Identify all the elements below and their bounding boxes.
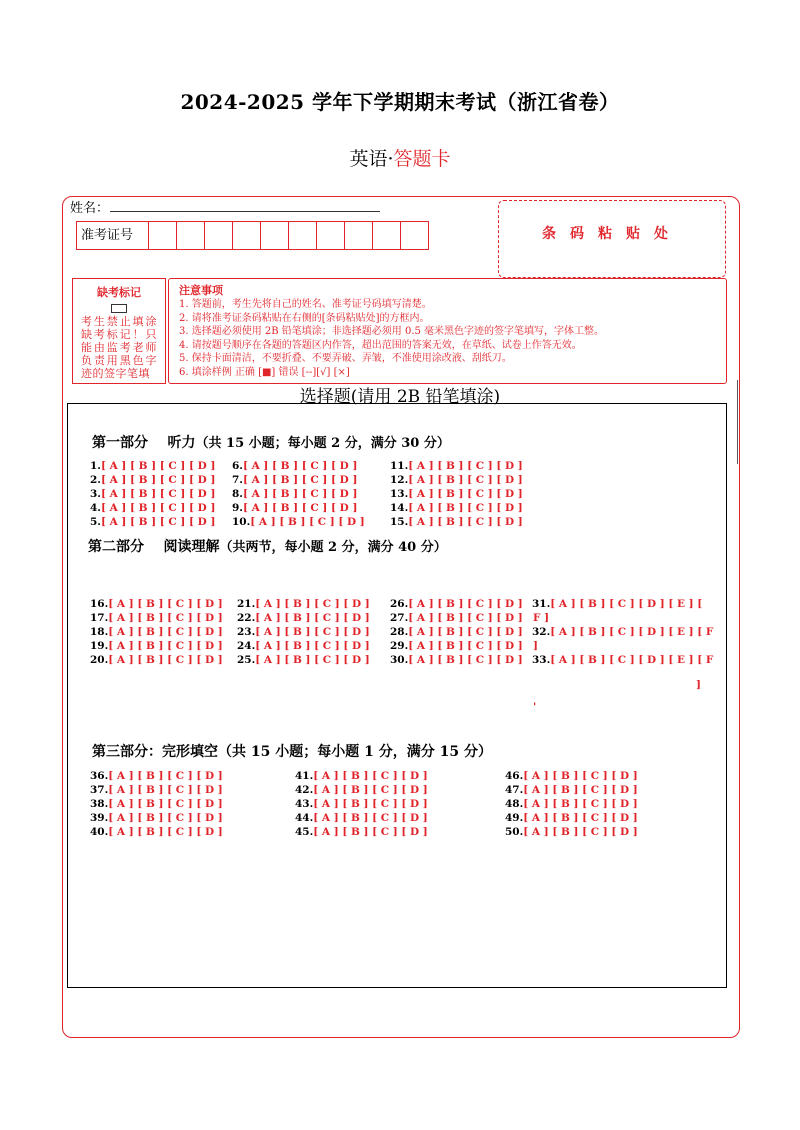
- note-line: 4. 请按题号顺序在各题的答题区内作答，超出范围的答案无效，在草纸、试卷上作答无效。: [179, 339, 582, 351]
- question-number: 3.: [90, 488, 101, 500]
- answer-options[interactable]: [ A ] [ B ] [ C ] [ D ]: [523, 798, 638, 810]
- answer-options[interactable]: [ A ] [ B ] [ C ] [ D ]: [255, 612, 370, 624]
- answer-options[interactable]: [ A ] [ B ] [ C ] [ D ]: [108, 784, 223, 796]
- question-number: 32.: [532, 626, 551, 638]
- question-number: 33.: [532, 654, 551, 666]
- question-number: 13.: [390, 488, 409, 500]
- question-number: 40.: [90, 826, 109, 838]
- answer-options[interactable]: [ A ] [ B ] [ C ] [ D ]: [108, 654, 223, 666]
- answer-options[interactable]: [ A ] [ B ] [ C ] [ D ]: [100, 488, 216, 500]
- note-line: 5. 保持卡面清洁，不要折叠、不要弄破、弄皱，不准使用涂改液、刮纸刀。: [179, 353, 512, 364]
- answer-options[interactable]: [ A ] [ B ] [ C ] [ D ]: [255, 654, 370, 666]
- exam-id-cell[interactable]: [205, 222, 233, 249]
- question-number: 29.: [390, 640, 409, 652]
- answer-row[interactable]: [90, 825, 223, 839]
- question-number: 12.: [390, 474, 409, 486]
- question-number: 30.: [390, 654, 409, 666]
- answer-row[interactable]: [237, 597, 370, 611]
- exam-id-cell[interactable]: [317, 222, 345, 249]
- answer-row[interactable]: [390, 625, 523, 639]
- name-field[interactable]: [110, 211, 380, 212]
- answer-row[interactable]: [390, 515, 523, 529]
- note-line: 3. 选择题必须使用 2B 铅笔填涂；非选择题必须用 0.5 毫米黑色字迹的签字笔填写，字体工整。: [179, 326, 605, 337]
- exam-id-cell[interactable]: [373, 222, 401, 249]
- question-number: 8.: [232, 488, 243, 500]
- part1-label: 第一部分: [92, 435, 148, 451]
- answer-options[interactable]: [ A ] [ B ] [ C ] [ D ]: [523, 770, 638, 782]
- answer-row[interactable]: [295, 825, 428, 839]
- question-number: 2.: [90, 474, 101, 486]
- answer-options[interactable]: [ A ] [ B ] [ C ] [ D ]: [100, 516, 216, 528]
- answer-options[interactable]: [ A ] [ B ] [ C ] [ D ]: [408, 516, 523, 528]
- part3-heading: 第三部分：完形填空（共 15 小题；每小题 1 分，满分 15 分）: [92, 744, 492, 760]
- answer-options[interactable]: [ A ] [ B ] [ C ] [ D ]: [242, 474, 358, 486]
- answer-row[interactable]: [390, 487, 523, 501]
- answer-row[interactable]: [295, 811, 428, 825]
- answer-options[interactable]: [ A ] [ B ] [ C ] [ D ]: [408, 612, 523, 624]
- subject-dot: ·: [387, 148, 394, 170]
- exam-id-cell[interactable]: [233, 222, 261, 249]
- answer-options[interactable]: [ A ] [ B ] [ C ] [ D ]: [100, 474, 216, 486]
- answer-options[interactable]: ]: [533, 640, 538, 652]
- answer-row[interactable]: [390, 473, 523, 487]
- note-line: 2. 请将准考证条码粘贴在右侧的[条码粘贴处]的方框内。: [179, 312, 430, 324]
- answer-row[interactable]: [90, 459, 215, 473]
- answer-options[interactable]: [ A ] [ B ] [ C ] [ D ]: [100, 460, 216, 472]
- question-number: 7.: [232, 474, 243, 486]
- answer-options[interactable]: [ A ] [ B ] [ C ] [ D ] [ E ] [ F: [550, 626, 714, 638]
- answer-row[interactable]: [532, 597, 713, 611]
- answer-row[interactable]: [390, 597, 523, 611]
- answer-row[interactable]: [90, 797, 223, 811]
- answer-options[interactable]: [ A ] [ B ] [ C ] [ D ]: [523, 812, 638, 824]
- question-number: 39.: [90, 812, 109, 824]
- question-number: 49.: [505, 812, 524, 824]
- question-number: 48.: [505, 798, 524, 810]
- answer-options[interactable]: [ A ] [ B ] [ C ] [ D ]: [523, 826, 638, 838]
- absent-mark-title: 缺考标记: [97, 286, 141, 299]
- answer-row[interactable]: [90, 639, 223, 653]
- answer-row[interactable]: [90, 611, 223, 625]
- answer-row[interactable]: [90, 783, 223, 797]
- question-number: 38.: [90, 798, 109, 810]
- question-number: 23.: [237, 626, 256, 638]
- answer-options[interactable]: [ A ] [ B ] [ C ] [ D ]: [108, 612, 223, 624]
- question-number: 11.: [390, 460, 409, 472]
- answer-row[interactable]: [295, 769, 428, 783]
- answer-row[interactable]: [237, 639, 370, 653]
- exam-id-cell[interactable]: [261, 222, 289, 249]
- answer-options[interactable]: [ A ] [ B ] [ C ] [ D ]: [313, 798, 428, 810]
- question-number: 27.: [390, 612, 409, 624]
- answer-options[interactable]: [ A ] [ B ] [ C ] [ D ]: [255, 626, 370, 638]
- answer-row[interactable]: [237, 625, 370, 639]
- question-number: 17.: [90, 612, 109, 624]
- part2-col-4: [532, 597, 713, 667]
- answer-options[interactable]: [ A ] [ B ] [ C ] [ D ]: [255, 640, 370, 652]
- answer-options[interactable]: [ A ] [ B ] [ C ] [ D ]: [242, 460, 358, 472]
- answer-options[interactable]: [ A ] [ B ] [ C ] [ D ]: [255, 598, 370, 610]
- stray-tick: ': [533, 701, 537, 713]
- answer-row[interactable]: [90, 515, 215, 529]
- question-number: 15.: [390, 516, 409, 528]
- question-number: 44.: [295, 812, 314, 824]
- question-number: 6.: [232, 460, 243, 472]
- part1-col-1: [90, 459, 215, 529]
- answer-row[interactable]: [232, 501, 365, 515]
- exam-id-label: 准考证号: [77, 222, 149, 249]
- stray-mark: [696, 678, 701, 692]
- answer-row[interactable]: [390, 459, 523, 473]
- answer-options[interactable]: [ A ] [ B ] [ C ] [ D ]: [108, 626, 223, 638]
- answer-row[interactable]: [295, 797, 428, 811]
- exam-id-grid: [76, 221, 429, 250]
- answer-row-wrap[interactable]: [532, 639, 713, 653]
- answer-row[interactable]: [390, 653, 523, 667]
- part2-col-3: [390, 597, 523, 667]
- answer-row[interactable]: [390, 501, 523, 515]
- barcode-label: 条码粘贴处: [542, 226, 682, 242]
- exam-id-cell[interactable]: [149, 222, 177, 249]
- answer-row[interactable]: [232, 487, 365, 501]
- answer-options[interactable]: [ A ] [ B ] [ C ] [ D ]: [408, 654, 523, 666]
- answer-options[interactable]: [ A ] [ B ] [ C ] [ D ]: [408, 626, 523, 638]
- question-number: 18.: [90, 626, 109, 638]
- barcode-area: [498, 200, 726, 278]
- part2-col-2: [237, 597, 370, 667]
- stray-mark: [533, 700, 536, 714]
- question-number: 19.: [90, 640, 109, 652]
- part1-desc: （共 15 小题；每小题 2 分，满分 30 分）: [195, 436, 450, 451]
- answer-options[interactable]: [ A ] [ B ] [ C ] [ D ]: [108, 598, 223, 610]
- answer-row[interactable]: [90, 811, 223, 825]
- absent-mark-text: 考生禁止填涂缺考标记！只能由监考老师负责用黑色字迹的签字笔填: [81, 315, 157, 380]
- answer-row[interactable]: [505, 769, 638, 783]
- question-number: 41.: [295, 770, 314, 782]
- answer-row[interactable]: [232, 459, 365, 473]
- question-number: 9.: [232, 502, 243, 514]
- answer-options[interactable]: [ A ] [ B ] [ C ] [ D ] [ E ] [ F: [550, 654, 714, 666]
- answer-options[interactable]: [ A ] [ B ] [ C ] [ D ]: [408, 598, 523, 610]
- subject-title: [0, 144, 800, 171]
- answer-row[interactable]: [532, 653, 713, 667]
- absent-mark-box: [72, 278, 166, 384]
- answer-options[interactable]: [ A ] [ B ] [ C ] [ D ]: [108, 812, 223, 824]
- answer-options[interactable]: [ A ] [ B ] [ C ] [ D ]: [108, 826, 223, 838]
- part2-col-1: [90, 597, 223, 667]
- question-number: 1.: [90, 460, 101, 472]
- question-number: 46.: [505, 770, 524, 782]
- question-number: 31.: [532, 598, 551, 610]
- subject-name: 英语: [349, 148, 388, 170]
- answer-row[interactable]: [505, 783, 638, 797]
- page-title: 2024-2025 学年下学期期末考试（浙江省卷）: [180, 90, 620, 114]
- answer-options[interactable]: [ A ] [ B ] [ C ] [ D ]: [313, 812, 428, 824]
- part3-col-1: [90, 769, 223, 839]
- answer-options[interactable]: [ A ] [ B ] [ C ] [ D ]: [108, 770, 223, 782]
- answer-row-wrap[interactable]: [532, 611, 713, 625]
- part1-col-3: [390, 459, 523, 529]
- question-number: 24.: [237, 640, 256, 652]
- answer-options[interactable]: [ A ] [ B ] [ C ] [ D ]: [100, 502, 216, 514]
- exam-id-cell[interactable]: [289, 222, 317, 249]
- answer-row[interactable]: [90, 625, 223, 639]
- answer-row[interactable]: [90, 473, 215, 487]
- question-number: 10.: [232, 516, 251, 528]
- answer-options[interactable]: [ A ] [ B ] [ C ] [ D ]: [408, 488, 523, 500]
- answer-options[interactable]: [ A ] [ B ] [ C ] [ D ]: [242, 502, 358, 514]
- exam-id-cell[interactable]: [345, 222, 373, 249]
- answer-row[interactable]: [237, 653, 370, 667]
- name-label: 姓名：: [70, 201, 110, 216]
- question-number: 26.: [390, 598, 409, 610]
- question-number: 25.: [237, 654, 256, 666]
- stray-bracket: ]: [696, 679, 701, 691]
- answer-row[interactable]: [505, 797, 638, 811]
- part1-col-2: [232, 459, 365, 529]
- question-number: 5.: [90, 516, 101, 528]
- notes-box: [168, 278, 727, 384]
- answer-options[interactable]: [ A ] [ B ] [ C ] [ D ]: [313, 826, 428, 838]
- section-title: 选择题(请用 2B 铅笔填涂): [299, 387, 501, 407]
- part1-name: 听力: [167, 435, 196, 451]
- question-number: 36.: [90, 770, 109, 782]
- answer-row[interactable]: [90, 769, 223, 783]
- answer-row[interactable]: [232, 515, 365, 529]
- part1-heading: [92, 432, 450, 452]
- answer-row[interactable]: [90, 653, 223, 667]
- answer-row[interactable]: [295, 783, 428, 797]
- answer-row[interactable]: [390, 611, 523, 625]
- answer-options[interactable]: [ A ] [ B ] [ C ] [ D ]: [313, 770, 428, 782]
- part2-name: 阅读理解: [163, 539, 220, 555]
- answer-options[interactable]: [ A ] [ B ] [ C ] [ D ]: [250, 516, 365, 528]
- answer-row[interactable]: [237, 611, 370, 625]
- part2-heading: [88, 536, 447, 556]
- answer-options[interactable]: [ A ] [ B ] [ C ] [ D ]: [108, 798, 223, 810]
- answer-row[interactable]: [532, 625, 713, 639]
- question-number: 43.: [295, 798, 314, 810]
- answer-options[interactable]: F ]: [533, 612, 550, 624]
- notes-title: 注意事项: [179, 284, 223, 297]
- answer-options[interactable]: [ A ] [ B ] [ C ] [ D ]: [408, 502, 523, 514]
- question-number: 50.: [505, 826, 524, 838]
- answer-row[interactable]: [90, 501, 215, 515]
- answer-row[interactable]: [232, 473, 365, 487]
- question-number: 20.: [90, 654, 109, 666]
- answer-row[interactable]: [90, 487, 215, 501]
- answer-options[interactable]: [ A ] [ B ] [ C ] [ D ]: [108, 640, 223, 652]
- question-number: 4.: [90, 502, 101, 514]
- answer-row[interactable]: [505, 811, 638, 825]
- question-number: 37.: [90, 784, 109, 796]
- note-line: 6. 填涂样例 正确 [■] 错误 [--][√] [×]: [179, 366, 350, 378]
- exam-id-cell[interactable]: [177, 222, 205, 249]
- question-number: 22.: [237, 612, 256, 624]
- note-line: 1. 答题前，考生先将自己的姓名、准考证号码填写清楚。: [179, 299, 432, 310]
- part2-label: 第二部分: [88, 539, 144, 555]
- answer-row[interactable]: [90, 597, 223, 611]
- answer-options[interactable]: [ A ] [ B ] [ C ] [ D ]: [313, 784, 428, 796]
- part2-desc: （共两节，每小题 2 分，满分 40 分）: [219, 540, 447, 555]
- question-number: 14.: [390, 502, 409, 514]
- answer-options[interactable]: [ A ] [ B ] [ C ] [ D ]: [408, 460, 523, 472]
- question-number: 47.: [505, 784, 524, 796]
- answer-options[interactable]: [ A ] [ B ] [ C ] [ D ]: [523, 784, 638, 796]
- question-number: 45.: [295, 826, 314, 838]
- part3-col-2: [295, 769, 428, 839]
- part3-col-3: [505, 769, 638, 839]
- answer-options[interactable]: [ A ] [ B ] [ C ] [ D ]: [408, 640, 523, 652]
- question-number: 28.: [390, 626, 409, 638]
- answer-options[interactable]: [ A ] [ B ] [ C ] [ D ]: [242, 488, 358, 500]
- question-number: 21.: [237, 598, 256, 610]
- answer-row[interactable]: [505, 825, 638, 839]
- question-number: 16.: [90, 598, 109, 610]
- answer-options[interactable]: [ A ] [ B ] [ C ] [ D ] [ E ] [: [550, 598, 703, 610]
- answer-card-label: 答题卡: [393, 148, 451, 170]
- question-number: 42.: [295, 784, 314, 796]
- exam-id-cell[interactable]: [401, 222, 428, 249]
- answer-row[interactable]: [390, 639, 523, 653]
- answer-options[interactable]: [ A ] [ B ] [ C ] [ D ]: [408, 474, 523, 486]
- absent-mark-checkbox[interactable]: [111, 304, 127, 313]
